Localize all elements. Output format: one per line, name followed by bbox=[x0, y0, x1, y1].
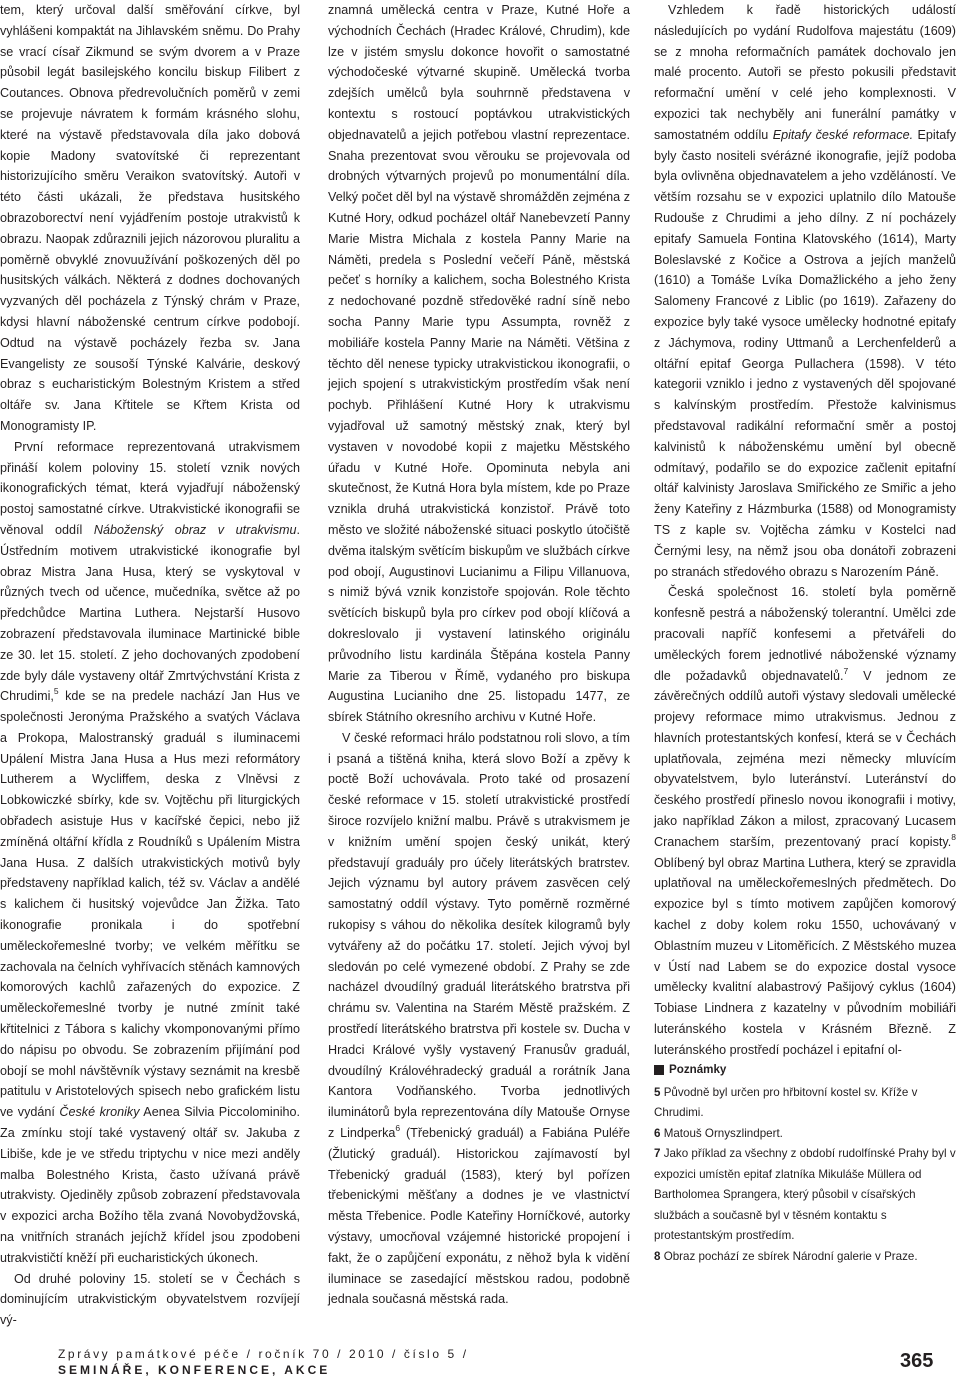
text-column-3 bbox=[654, 0, 956, 1061]
footnote-text: Obraz pochází ze sbírek Národní galerie v Praze. bbox=[663, 1249, 918, 1263]
square-bullet-icon bbox=[654, 1065, 664, 1075]
paragraph-text: Česká společnost 16. století byla poměrně konfesně pestrá a náboženský tolerantní. Umělci zde pracovali napříč konfesemi a přetvářeli do uměleckých forem jednotlivé náboženské významy dle požadavků objednavatelů. bbox=[654, 585, 956, 683]
footnote bbox=[654, 1247, 956, 1268]
footnote-number: 7 bbox=[654, 1147, 661, 1160]
paragraph-text: Vzhledem k řadě historických událostí následujících po vydání Rudolfova majestátu (1609) se z mnoha reformačních památek dochovalo jen malé procento. Autoři se přesto pokusili představit reformační umění v celé jeho komplexnosti. V expozici tak nechyběly ani funerální památky v samostatném oddílu bbox=[654, 3, 956, 142]
footnote-ref: 8 bbox=[951, 831, 956, 842]
footnote-ref: 7 bbox=[843, 665, 849, 676]
italic-title: Epitafy české reformace. bbox=[772, 127, 914, 142]
page-number: 365 bbox=[900, 1350, 934, 1372]
footnote bbox=[654, 1083, 956, 1124]
paragraph: znamná umělecká centra v Praze, Kutné Hoře a východních Čechách (Hradec Králové, Chrudim), kde lze v jistém smyslu dokonce hovořit o samostatné východočeské výtvarné skupině. Umělecká tvorba zdejších umělců byla souhrnně představena v kontextu s rostoucí poptávkou utrakvistických objednavatelů a jejich potřebou vlastní reprezentace. Snaha prezentovat svou věrouku se projevovala od drobných výtvarných projevů po monumentální díla. Velký počet děl byl na výstavě shromážděn zejména z Kutné Hory, odkud pocházel oltář Nanebevzetí Panny Marie Mistra Michala z kostela Panny Marie na Náměti, predela s Poslední večeří Páně, městská pečeť s horníky a kalichem, socha Bolestného Krista z nedochované pozdně středověké radní síně nebo socha Panny Marie typu Assumpta, rovněž z mobiliáře kostela Panny Marie na Náměti. Většina z těchto děl nenese typicky utrakvistickou ikonografii, o jejich spojení s utrakvistickým prostředím však není pochyb. Přihlášení Kutné Hory k utrakvismu vyjadřoval už samotný městský znak, který byl vystaven v novodobé kopii z majetku Městského úřadu v Kutné Hoře. Opominuta nebyla ani skutečnost, že Kutná Hora byla místem, kde po Praze vznikla druhá utrakvistická konzistoř. Právě toto město ve složité náboženské situaci poskytlo útočiště dvěma italským světícím biskupům ve službách církve pod obojí, Augustinovi Lucianimu a Filipu Villanuova, s nimiž bývá vznik konzistoře spojován. Role těchto světících biskupů byla pro církev pod obojí klíčová a dokreslovalo ji vystavení latinského originálu průvodního listu kardinála Štěpána kostela Panny Marie za Tiberou v Římě, vydaného pro biskupa Augustina Lucianiho dne 25. listopadu 1477, ze sbírek Státního okresního archivu v Kutné Hoře. bbox=[328, 3, 630, 725]
paragraph bbox=[654, 582, 956, 1060]
footnote-ref: 5 bbox=[53, 686, 59, 697]
footnote-text: Původně byl určen pro hřbitovní kostel sv. Kříže v Chrudimi. bbox=[654, 1085, 918, 1119]
footnote-ref: 6 bbox=[395, 1123, 401, 1134]
footnotes-list bbox=[654, 1083, 956, 1268]
text-column-2 bbox=[328, 0, 630, 1310]
paragraph-text: Oblíbený byl obraz Martina Luthera, který se zpravidla uplatňoval na uměleckořemeslných předmětech. Do expozice byl s tímto motivem zapůjčen komorový kachel z doby kolem roku 1550, uchovávaný v Oblastním muzeu v Litoměřicích. Z Městského muzea v Ústí nad Labem se do expozice dostal vysoce umělecky kvalitní alabastrový Pašijový cyklus (1604) Tobiase Lindnera z kazatelny v původním mobiliáři luteránského kostela v Krásném Březně. Z luteránského prostředí pocházel i epitafní ol- bbox=[654, 855, 956, 1057]
footnotes-heading-text: Poznámky bbox=[669, 1063, 727, 1076]
paragraph-text: Epitafy byly často nositeli svérázné ikonografie, jejíž podoba byla ovlivněna objednavatelem a jeho vzděláností. Ve větším rozsahu se v expozici uplatnilo dílo Matouše Rudouše z Chrudimi a jeho dílny. Z ní pocházely epitafy Samuela Fontina Klatovského (1614), Marty Boleslavské z Kočice a Ostrova a jejích manželů (1610) a Tomáše Lvíka Domažlického a jeho ženy Salomeny Francové z Liblic (po 1619). Zařazeny do expozice byly také vysoce umělecky hodnotné epitafy z Jáchymova, rodiny Uttmanů a Lerchenfelderů a oltářní epitaf Georga Pullachera (1598). V této kategorii vzniklo i jedno z vystavených děl spojované s kalvínským prostředím. Přestože kalvinismus představoval radikální reformační směr a postoj kalvinistů k náboženskému umění byl obecně odmítavý, podařilo se do expozice začlenit epitafní oltář kalvinisty Jaroslava Smiřického ze Smiřic a jeho ženy Kateřiny z Házmburka (1588) od Monogramisty TS z kaple sv. Vojtěcha zámku v Kostelci nad Černými lesy, na němž jsou oba donátoři zobrazeni po stranách středového obrazu s Narozením Páně. bbox=[654, 127, 957, 579]
section-line: SEMINÁŘE, KONFERENCE, AKCE bbox=[58, 1363, 331, 1377]
paragraph-text: (Třebenický graduál) a Fabiána Puléře (Žlutický graduál). Historickou zajímavostí byl Třebenický graduál (1583), který byl pořízen třebenickými měšťany a dodnes je ve vlastnictví města Třebenice. Podle Kateřiny Horníčkové, autorky výstavy, umocňoval vzájemné historické propojení i fakt, že o zapůjčení exponátu, z něhož byla k vidění iluminace se zasedající městskou radou, podobně jednala současná městská rada. bbox=[328, 1126, 631, 1307]
footnote bbox=[654, 1124, 956, 1145]
page-footer bbox=[58, 1346, 898, 1378]
italic-title: Náboženský obraz v utrakvismu bbox=[93, 522, 297, 537]
paragraph bbox=[0, 437, 300, 1269]
paragraph-text: V jednom ze závěrečných oddílů autoři výstavy sledovali umělecké projevy reformace mimo utrakvismus. Jednou z hlavních protestantských konfesí, která se v Čechách uplatňovala, zejména mezi německy mluvícím obyvatelstvem, bylo luteránství. Luteránství do českého prostředí přineslo novou ikonografii i motivy, jako například Zákon a milost, zpracovaný Lucasem Cranachem starším, prezentovaný prací kopisty. bbox=[654, 668, 956, 849]
footnotes bbox=[654, 1060, 956, 1267]
paragraph bbox=[654, 0, 956, 582]
footnotes-heading bbox=[654, 1060, 956, 1081]
paragraph-text: V české reformaci hrálo podstatnou roli slovo, a tím i psaná a tištěná kniha, která slovo Boží a zpěvy k poctě Boží uchovávala. Proto také od prosazení české reformace v 15. století utrakvistické prostředí široce rozvíjelo knižní malbu. Právě s utrakvismem je v knižním umění spojen český unikát, který představují graduály pro účely literátských bratrstev. Jejich významu byl autory právem zasvěcen celý samostatný oddíl výstavy. Tyto poměrně rozměrné rukopisy s váhou do několika desítek kilogramů byly vytvářeny až do počátku 17. století. Jejich vývoj byl sledován po celé vymezené období. Z Prahy se zde nacházel dvoudílný graduál literátského bratrstva při chrámu sv. Valentina na Starém Městě pražském. Z prostředí literátského bratrstva při kostele sv. Ducha v Hradci Králové vyšly vystavený Franusův graduál, dvoudílný Královéhradecký graduál a rorátník Jana Kantora Vodňanského. Tvorba jednotlivých iluminátorů byla reprezentována díly Matouše Ornyse z Lindperka bbox=[328, 730, 630, 1141]
paragraph-text: První reformace reprezentovaná utrakvismem přináší kolem poloviny 15. století vznik nových ikonografických témat, která vyjadřují náboženský postoj samostatné církve. Utrakvistické ikonografii se věnoval oddíl Náboženský obraz v utrakvismu. Ústředním motivem utrakvistické ikonografie byl obraz Mistra Jana Husa, který se vyskytoval v různých tvech od učence, mučedníka, světce až po předchůdce Martina Luthera. Nejstarší Husovo zobrazení představovala iluminace Martinické bible ze 30. let 15. století. Z jeho dochovaných zpodobení zde byly dále vystaveny oltář Zmrtvýchvstání Krista z Chrudimi, bbox=[0, 439, 301, 704]
paragraph-text: kde se na predele nachází Jan Hus ve společnosti Jeronýma Pražského a svatých Václava a Prokopa, Malostranský graduál s iluminacemi Upálení Mistra Jana Husa a Hus mezi reformátory Lutherem a Wycliffem, deska z Vlněvsi z Lobkowiczké sbírky, kde sv. Vojtěchu při liturgických obřadech asistuje Hus v kacířské čepici, nebo již zmíněná oltářní křídla z Roudníků s Upálením Mistra Jana Husa. Z dalších utrakvistických motivů byly představeny například kalich, též sv. Václav a andělé s kalichem či husitský vojevůdce Jan Žižka. Tato ikonografie pronikala i do spotřební uměleckořemeslné tvorby; ve velkém měřítku se zachovala na čelních vyhřívacích stěnách kamnových komorových kachlů zařazených do expozice. Z uměleckořemeslné tvorby je nutné zmínit také křtitelnici z Tábora s kalichy vkomponovanými přímo do nápisu po obvodu. Se zobrazením přijímání pod obojí se mohl návštěvník výstavy seznámit na kresbě patitulu v Aristotelových spisech nebo grafickém listu ve vydání České kroniky Aenea Silvia Piccolominiho. Za zmínku stojí také vystavený oltář sv. Jakuba z Libiše, kde je ve středu triptychu v nice mezi anděly malba Bolestného Krista, často užívaná právě utrakvisty. Ojediněly způsob zobrazení představovala v expozici archa Božího těla zvaná Novobydžovská, na vnitřních stranách jejíchž křídel jsou zpodobeni utrakvističtí kněží při eucharistických úkonech. bbox=[0, 689, 301, 1265]
italic-title: České kroniky bbox=[59, 1105, 140, 1120]
paragraph bbox=[328, 728, 630, 1310]
footnote-text: Jako příklad za všechny z období rudolfínské Prahy byl v expozici umístěn epitaf zlatníka Mikuláše Müllera od Bartholomea Sprangera, který působil v císařských službách a současně byl v těsném kontaktu s protestantským prostředím. bbox=[654, 1147, 956, 1242]
text-column-1 bbox=[0, 0, 300, 1331]
footnote-text: Matouš Ornyszlindpert. bbox=[663, 1126, 783, 1140]
journal-line: Zprávy památkové péče / ročník 70 / 2010 / číslo 5 / bbox=[58, 1347, 469, 1361]
footnote-number: 5 bbox=[654, 1085, 661, 1099]
paragraph: tem, který určoval další směřování církve, byl vyhlášeni kompaktát na Jihlavském sněmu. Do Prahy se vrací císař Zikmund se svým dvorem a v Praze působil legát basilejského koncilu biskup Filibert z Coutances. Obnova předrevolučních poměrů v zemi se projevuje návratem k formám krásného slohu, které na výstavě představovala díla jako dobová kopie Madony svatovítské či reprezentant historizujícího směru Veraikon svatovítský. Autoři v této části ukázali, že představa husitského obrazoborectví není vyjádřením postoje utrakvistů k obrazu. Naopak zdůraznili jejich názorovou pluralitu a poměrně obvyklé znovuužívání poškozených děl po husitských válkách. Některá z dodnes dochovaných vyzvaných děl pocházela z Týnský chrám v Praze, kdysi hlavní náboženské centrum církve podobojí. Odtud na výstavě pocházely řezba sv. Jana Evangelisty ze sousoší Týnské Kalvárie, deskový obraz s eucharistickým Bolestným Kristem a střed oltáře sv. Jana Křtitele se Křtem Krista od Monogramisty IP. bbox=[0, 3, 300, 433]
footnote-number: 6 bbox=[654, 1126, 661, 1140]
footnote bbox=[654, 1144, 956, 1247]
paragraph: Od druhé poloviny 15. století se v Čechách s dominujícím utrakvistickým obyvatelstvem rozvíjejí vý- bbox=[0, 1271, 300, 1328]
footnote-number: 8 bbox=[654, 1249, 661, 1263]
